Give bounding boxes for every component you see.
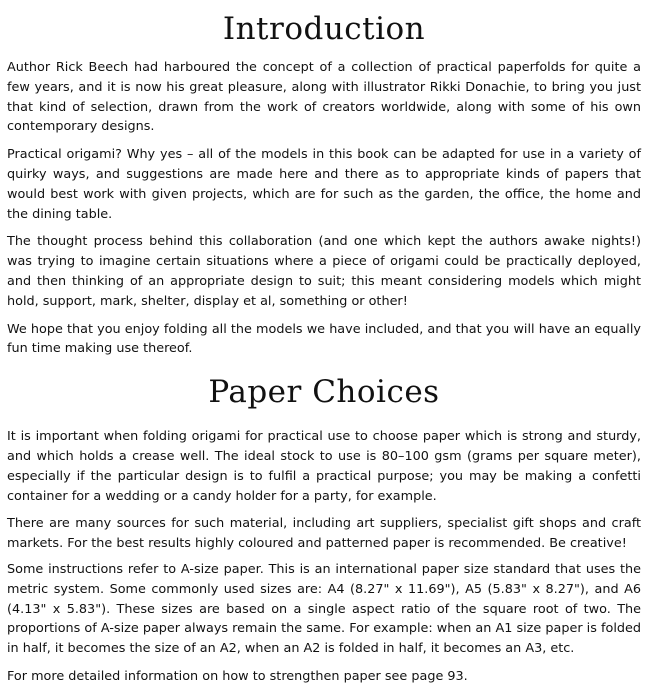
- intro-paragraph-2: Practical origami? Why yes – all of the models in this book can be adapted for use in a variety of quirky ways, and suggestions are made here and there as to appropriate kinds of papers that would best work with given projects, which are for such as the garden, the office, the home and the dining table.: [7, 147, 641, 222]
- section-heading-paper-choices: Paper Choices: [208, 374, 440, 411]
- paper-paragraph-4: For more detailed information on how to strengthen paper see page 93.: [7, 668, 468, 684]
- paper-paragraph-1: It is important when folding origami for practical use to choose paper which is strong and sturdy, and which holds a crease well. The ideal stock to use is 80–100 gsm (grams per square meter), especially if the particular design is to fulfil a practical purpose; you may be making a confetti container for a wedding or a candy holder for a party, for example.: [7, 429, 641, 504]
- paper-paragraph-2: There are many sources for such material, including art suppliers, specialist gift shops and craft markets. For the best results highly coloured and patterned paper is recommended. Be creative!: [7, 516, 641, 552]
- intro-paragraph-4: We hope that you enjoy folding all the models we have included, and that you will have an equally fun time making use thereof.: [7, 321, 641, 357]
- intro-paragraph-1: Author Rick Beech had harboured the concept of a collection of practical paperfolds for quite a few years, and it is now his great pleasure, along with illustrator Rikki Donachie, to bring you just that kind of selection, drawn from the work of creators worldwide, along with some of his own contemporary designs.: [7, 60, 641, 135]
- intro-paragraph-3: The thought process behind this collaboration (and one which kept the authors awake nights!) was trying to imagine certain situations where a piece of origami could be practically deployed, and then thinking of an appropriate design to suit; this meant considering models which might hold, support, mark, shelter, display et al, something or other!: [7, 234, 641, 309]
- section-heading-introduction: Introduction: [222, 11, 426, 47]
- paper-paragraph-3: Some instructions refer to A-size paper. This is an international paper size standard that uses the metric system. Some commonly used sizes are: A4 (8.27" x 11.69"), A5 (5.83" x 8.27"), and A6 (4.13" x 5.83"). These sizes are based on a single aspect ratio of the square root of two. The proportions of A-size paper always remain the same. For example: when an A1 size paper is folded in half, it becomes the size of an A2, when an A2 is folded in half, it becomes an A3, etc.: [7, 561, 641, 657]
